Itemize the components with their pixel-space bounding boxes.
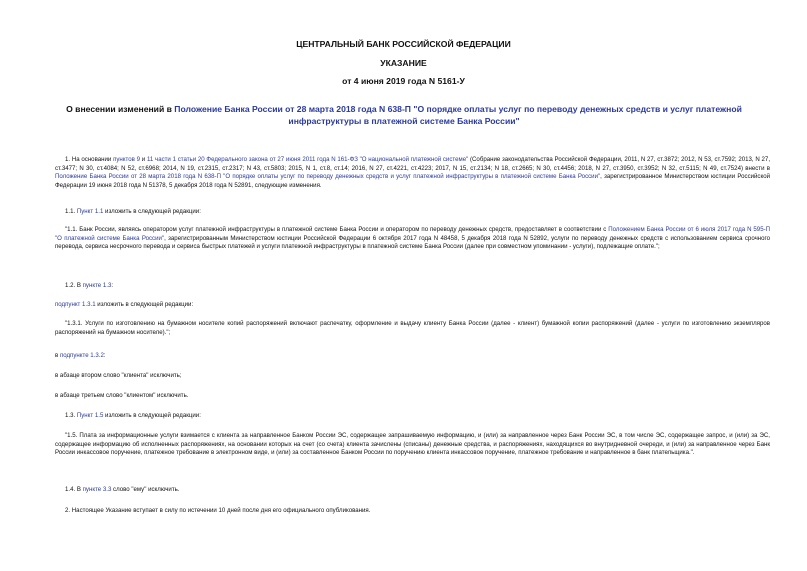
p11-text-1: 1.1. [65, 208, 77, 215]
p1-link-law[interactable]: 11 части 1 статьи 20 Федерального закона от 27 июня 2011 года N 161-ФЗ "О национальной платежной системе" [146, 156, 469, 163]
paragraph-1-2-c: в абзаце втором слово "клиента" исключить; [55, 372, 182, 379]
paragraph-1 [55, 156, 770, 190]
p1-text-1: 1. На основании [65, 156, 114, 163]
document-date-number: от 4 июня 2019 года N 5161-У [342, 76, 465, 86]
paragraph-2: 2. Настоящее Указание вступает в силу по истечении 10 дней после дня его официального опубликования. [65, 507, 371, 514]
paragraph-1-2-a [55, 301, 770, 310]
p1-text-3: (Собрание законодательства Российской Федерации, 2011, N 27, ст.3872; 2012, N 53, ст.7592; 2013, N 27, ст.3477; N 30, ст.4084; N 52, ст.6968; 2014, N 19, ст.2315, ст.2317; N 43, ст.5803; 2015, N 1, ст.8, ст.14; 2016, N 27, ст.4221, ст.4223; 2017, N 15, ст.2134; N 18, ст.2665; N 30, ст.4456; 2018, N 27, ст.3950, ст.3952; N 32, ст.5115; N 49, ст.7524) внести в [55, 156, 771, 172]
p14-link[interactable]: пункте 3.3 [82, 486, 112, 493]
p1-link-points[interactable]: пунктов 9 [113, 156, 141, 163]
p12b-link[interactable]: подпункте 1.3.2 [59, 352, 104, 359]
paragraph-1-2-b [55, 352, 770, 361]
document-title [40, 104, 768, 127]
p1-text-4: , зарегистрированное Министерством юстиции Российской Федерации 19 июня 2018 года N 51378, 5 декабря 2018 года N 52891, следующие изменения. [55, 173, 770, 189]
p12-text-2: : [111, 282, 114, 289]
paragraph-1-1-quote [55, 226, 770, 252]
p11-text-2: изложить в следующей редакции: [103, 208, 201, 215]
p12a-text: изложить в следующей редакции: [95, 301, 194, 308]
p11q-link[interactable]: Положением Банка России от 6 июля 2017 года N 595-П "О платежной системе Банка России" [55, 226, 770, 242]
paragraph-1-3-quote: "1.5. Плата за информационные услуги взимается с клиента за направленное Банком России ЭС, содержащее запрашиваемую информацию, и (или) за направленное через Банк России ЭС, в том числе ЭС, содержащее запрос, и (или) за ЭС, содержащее информацию об исполненных распоряжениях, на основании которых на счет (со счета) клиента зачислены (списаны) денежные средства, и распоряжениях, находящихся во внутридневной очереди, и (или) за направленное через Банк России инкассовое поручение, платежное требование в электронном виде, и (или) за составленное Банком России по поручению клиента инкассовое поручение, платежное требование и направленное в банк плательщика.". [55, 432, 770, 457]
p11q-text-2: , зарегистрированным Министерством юстиции Российской Федерации 6 октября 2017 года N 48458, 5 декабря 2018 года N 52892, услуги по переводу денежных средств с использованием сервиса срочного перевода, сервиса несрочного перевода и сервиса быстрых платежей и услуги платежной инфраструктуры в платежной системе Банка России (далее при совместном упоминании - услуги), подлежащие оплате."; [55, 234, 770, 251]
document-type: УКАЗАНИЕ [380, 58, 427, 68]
p12a-link[interactable]: подпункт 1.3.1 [55, 301, 96, 308]
bank-name: ЦЕНТРАЛЬНЫЙ БАНК РОССИЙСКОЙ ФЕДЕРАЦИИ [296, 39, 511, 49]
p12-text-1: 1.2. В [65, 282, 83, 289]
paragraph-1-1 [55, 208, 770, 217]
p12-link[interactable]: пункте 1.3 [82, 282, 112, 289]
paragraph-1-4 [55, 486, 770, 495]
paragraph-1-2 [55, 282, 770, 291]
p14-text-2: слово "ему" исключить. [111, 486, 180, 493]
p13-text-2: изложить в следующей редакции: [103, 412, 201, 419]
p13-link[interactable]: Пункт 1.5 [76, 412, 104, 419]
paragraph-1-3 [55, 412, 770, 421]
p11-link[interactable]: Пункт 1.1 [76, 208, 104, 215]
paragraph-1-2-quote: "1.3.1. Услуги по изготовлению на бумажном носителе копий распоряжений включают распечатку, оформление и выдачу клиенту Банка России (далее - клиент) бумажной копии распоряжений (далее - услуги по изготовлению экземпляров распоряжений на бумажном носителе)."; [55, 320, 770, 336]
p12b-text-2: : [103, 352, 106, 359]
p1-text-2: и [140, 156, 147, 163]
p14-text-1: 1.4. В [65, 486, 83, 493]
title-prefix: О внесении изменений в [66, 104, 175, 114]
p11q-text-1: "1.1. Банк России, являясь оператором услуг платежной инфраструктуры в платежной системе Банка России и оператором по переводу денежных средств, предоставляет в соответствии с [65, 226, 609, 233]
p13-text-1: 1.3. [65, 412, 77, 419]
title-link[interactable]: Положение Банка России от 28 марта 2018 года N 638-П "О порядке оплаты услуг по переводу денежных средств и услуг платежной инфраструктуры в платежной системе Банка России" [174, 104, 742, 126]
paragraph-1-2-d: в абзаце третьем слово "клиентом" исключить. [55, 392, 189, 399]
p12b-text-1: в [55, 352, 60, 359]
p1-link-regulation[interactable]: Положение Банка России от 28 марта 2018 года N 638-П "О порядке оплаты услуг по переводу денежных средств и услуг платежной инфраструктуры в платежной системе Банка России" [55, 173, 601, 181]
